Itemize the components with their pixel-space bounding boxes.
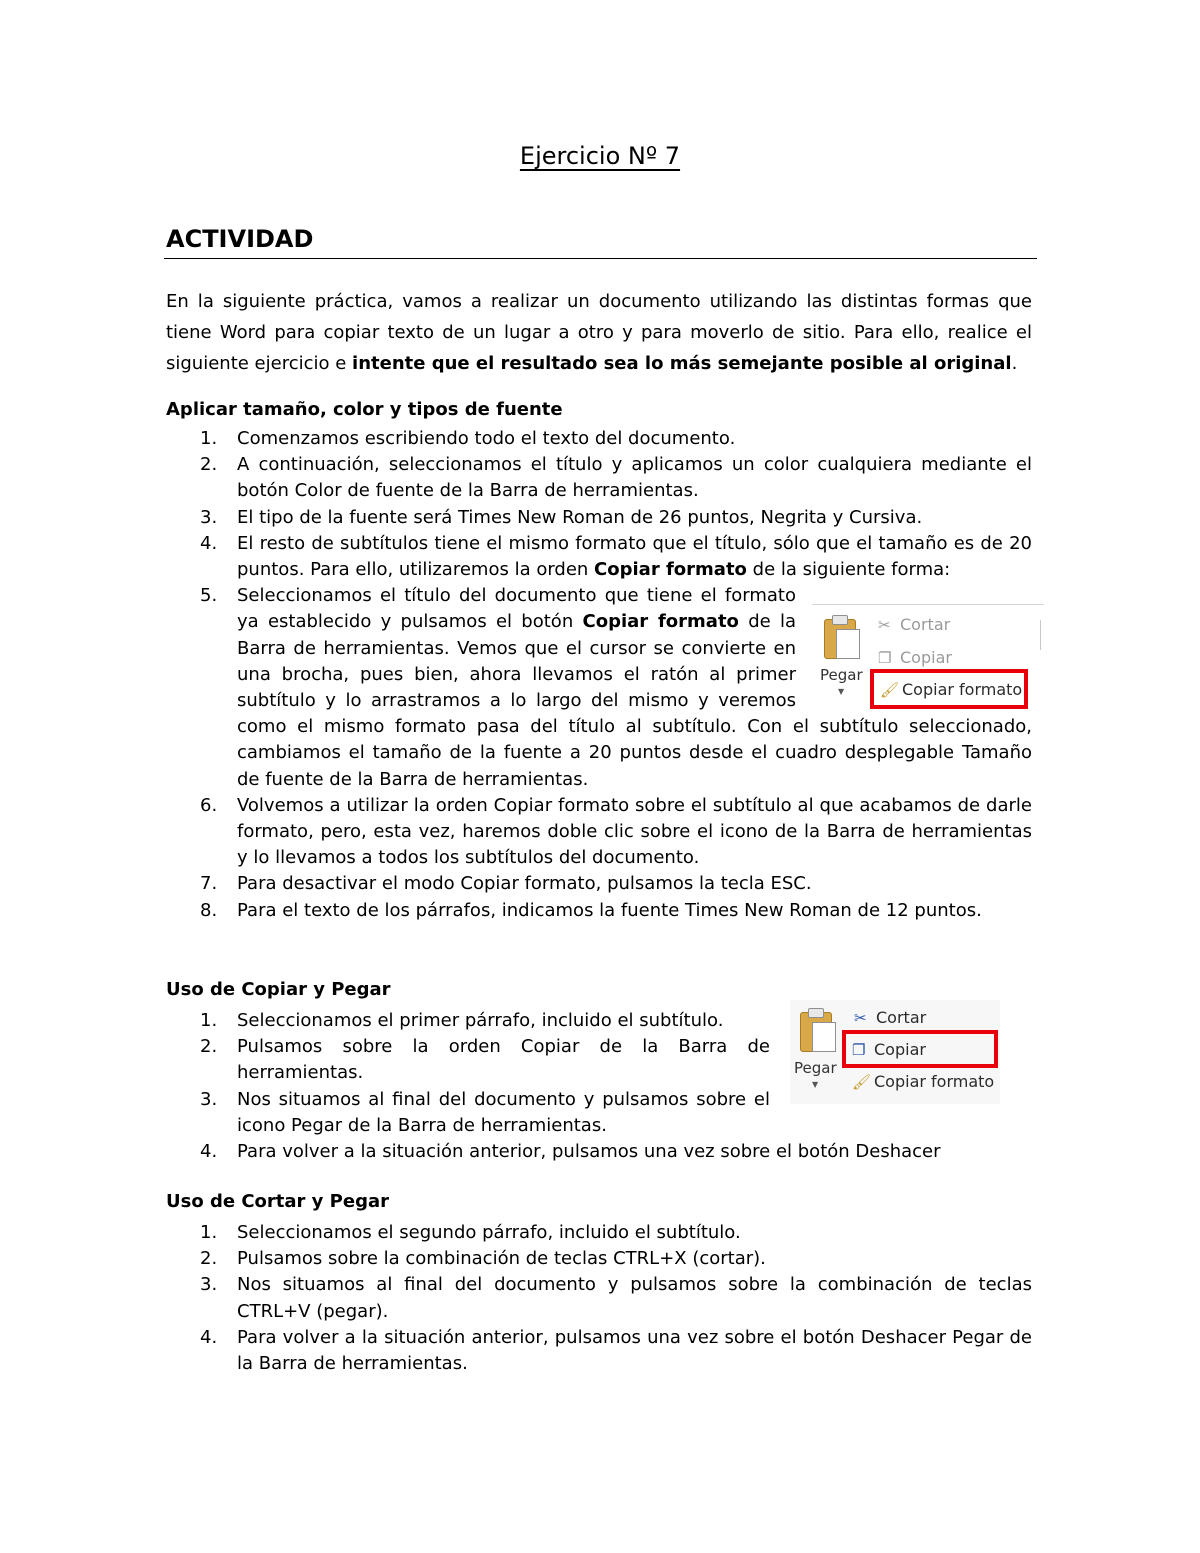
item-number: 3. bbox=[200, 1274, 218, 1296]
item-text: Comenzamos escribiendo todo el texto del documento. bbox=[237, 428, 736, 449]
paste-button[interactable]: Pegar bbox=[820, 666, 863, 684]
item-number: 4. bbox=[200, 532, 218, 554]
cut-button[interactable] bbox=[854, 1008, 926, 1027]
item-text: Para volver a la situación anterior, pulsamos una vez sobre el botón Deshacer bbox=[237, 1141, 941, 1163]
item-bold-text: Copiar formato bbox=[582, 611, 739, 633]
item-text: Para volver a la situación anterior, pulsamos una vez sobre el botón Deshacer Pegar de la Barra de herramientas. bbox=[237, 1326, 1032, 1375]
heading-rule bbox=[164, 258, 1037, 259]
item-text: El tipo de la fuente será Times New Roman de 26 puntos, Negrita y Cursiva. bbox=[237, 506, 923, 528]
list-item bbox=[166, 793, 1032, 872]
list-item bbox=[166, 871, 1032, 897]
list-item bbox=[166, 1325, 1032, 1377]
item-number: 4. bbox=[200, 1141, 218, 1163]
clipboard-ribbon-copy bbox=[790, 1000, 1000, 1104]
item-number: 2. bbox=[200, 454, 218, 476]
subheading-aplicar: Aplicar tamaño, color y tipos de fuente bbox=[166, 399, 563, 420]
item-text: Seleccionamos el título del documento que tiene el formato ya establecido y pulsamos el botón bbox=[237, 585, 796, 633]
item-number: 3. bbox=[200, 1088, 218, 1110]
list-item bbox=[166, 1008, 770, 1034]
brush-icon: 🖌 bbox=[880, 681, 900, 699]
list-item bbox=[166, 505, 1032, 531]
list-item bbox=[166, 1246, 1032, 1272]
item-text: Pulsamos sobre la orden Copiar de la Barra de herramientas. bbox=[237, 1036, 770, 1084]
paste-clipboard-icon bbox=[798, 1006, 836, 1052]
document-title: Ejercicio Nº 7 bbox=[519, 142, 681, 170]
list-item bbox=[166, 1087, 770, 1139]
item-text: Nos situamos al final del documento y pulsamos sobre la combinación de teclas CTRL+V (pegar). bbox=[237, 1274, 1032, 1322]
item-number: 3. bbox=[200, 506, 218, 528]
item-number: 1. bbox=[200, 1222, 218, 1243]
subheading-cortar-pegar: Uso de Cortar y Pegar bbox=[166, 1191, 389, 1212]
item-number: 2. bbox=[200, 1248, 218, 1270]
item-text: de la Barra de herramientas. Vemos que el cursor se convierte en una brocha, pues bien, ahora llevamos el ratón al primer subtítulo y lo arrastramos a lo largo del mismo y veremos como el mismo formato pasa del título al subtítulo. Con el subtítulo seleccionado, cambiamos el tamaño de la fuente a 20 puntos desde el cuadro desplegable Tamaño de fuente de la Barra de herramientas. bbox=[237, 611, 1032, 790]
copy-icon: ❐ bbox=[878, 649, 892, 667]
item-number: 1. bbox=[200, 1010, 218, 1031]
list-item bbox=[166, 1220, 1032, 1246]
list-item bbox=[166, 531, 1032, 583]
item-text: Nos situamos al final del documento y pulsamos sobre el icono Pegar de la Barra de herramientas. bbox=[237, 1088, 770, 1136]
item-number: 6. bbox=[200, 794, 218, 816]
item-text: Para el texto de los párrafos, indicamos la fuente Times New Roman de 12 puntos. bbox=[237, 899, 982, 921]
intro-bold-text: intente que el resultado sea lo más semejante posible al original bbox=[352, 353, 1012, 374]
list-item bbox=[166, 1139, 1032, 1165]
scissors-icon: ✂ bbox=[854, 1009, 867, 1027]
copy-icon: ❐ bbox=[852, 1041, 866, 1059]
intro-paragraph bbox=[166, 286, 1032, 379]
intro-text: En la siguiente práctica, vamos a realizar un documento utilizando las distintas formas que tiene Word para copiar texto de un lugar a otro y para moverlo de sitio. Para ello, realice el siguiente ejercicio e bbox=[166, 291, 1032, 374]
item-number: 2. bbox=[200, 1036, 218, 1058]
copy-label: Copiar bbox=[900, 648, 952, 667]
item-number: 1. bbox=[200, 428, 218, 449]
paste-dropdown-icon[interactable]: ▼ bbox=[838, 687, 845, 696]
paste-button[interactable]: Pegar bbox=[794, 1059, 837, 1077]
scissors-icon: ✂ bbox=[878, 616, 891, 634]
format-painter-label: Copiar formato bbox=[874, 1072, 995, 1091]
clipboard-ribbon-format-painter bbox=[812, 604, 1044, 709]
cut-button[interactable] bbox=[878, 615, 950, 634]
section-heading: ACTIVIDAD bbox=[166, 225, 314, 253]
item-number: 7. bbox=[200, 873, 218, 895]
item-number: 4. bbox=[200, 1326, 218, 1348]
list-item bbox=[166, 1272, 1032, 1324]
item-text: A continuación, seleccionamos el título y aplicamos un color cualquiera mediante el botón Color de fuente de la Barra de herramientas. bbox=[237, 454, 1032, 502]
highlight-box bbox=[842, 1030, 998, 1068]
format-painter-button[interactable] bbox=[852, 1072, 994, 1091]
brush-icon: 🖌 bbox=[852, 1073, 872, 1091]
item-text: de la siguiente forma: bbox=[746, 559, 951, 581]
highlight-box bbox=[870, 669, 1028, 709]
item-text: Seleccionamos el primer párrafo, incluido el subtítulo. bbox=[237, 1010, 724, 1031]
copy-label: Copiar bbox=[874, 1040, 926, 1059]
steps-list-cortar-pegar bbox=[166, 1220, 1032, 1377]
item-text: Seleccionamos el segundo párrafo, incluido el subtítulo. bbox=[237, 1222, 741, 1243]
intro-end: . bbox=[1011, 353, 1018, 374]
item-number: 5. bbox=[200, 585, 218, 607]
item-text: Pulsamos sobre la combinación de teclas CTRL+X (cortar). bbox=[237, 1248, 766, 1270]
paste-clipboard-icon bbox=[822, 613, 860, 659]
item-number: 8. bbox=[200, 899, 218, 921]
item-text: El resto de subtítulos tiene el mismo formato que el título, sólo que el tamaño es de 20 puntos. Para ello, utilizaremos la orden bbox=[237, 532, 1032, 581]
cut-label: Cortar bbox=[900, 615, 951, 634]
list-item bbox=[166, 898, 1032, 924]
list-item bbox=[166, 426, 1032, 452]
ribbon-edge bbox=[1040, 620, 1045, 650]
cut-label: Cortar bbox=[876, 1008, 927, 1027]
item-bold-text: Copiar formato bbox=[594, 559, 747, 581]
list-item bbox=[166, 452, 1032, 504]
item-text: Para desactivar el modo Copiar formato, pulsamos la tecla ESC. bbox=[237, 873, 812, 895]
format-painter-label: Copiar formato bbox=[902, 680, 1023, 699]
subheading-copiar-pegar: Uso de Copiar y Pegar bbox=[166, 979, 391, 1000]
list-item bbox=[166, 1034, 770, 1086]
copy-button[interactable] bbox=[878, 648, 952, 667]
paste-dropdown-icon[interactable]: ▼ bbox=[812, 1080, 819, 1089]
item-text: Volvemos a utilizar la orden Copiar formato sobre el subtítulo al que acabamos de darle formato, pero, esta vez, haremos doble clic sobre el icono de la Barra de herramientas y lo llevamos a todos los subtítulos del documento. bbox=[237, 794, 1032, 869]
